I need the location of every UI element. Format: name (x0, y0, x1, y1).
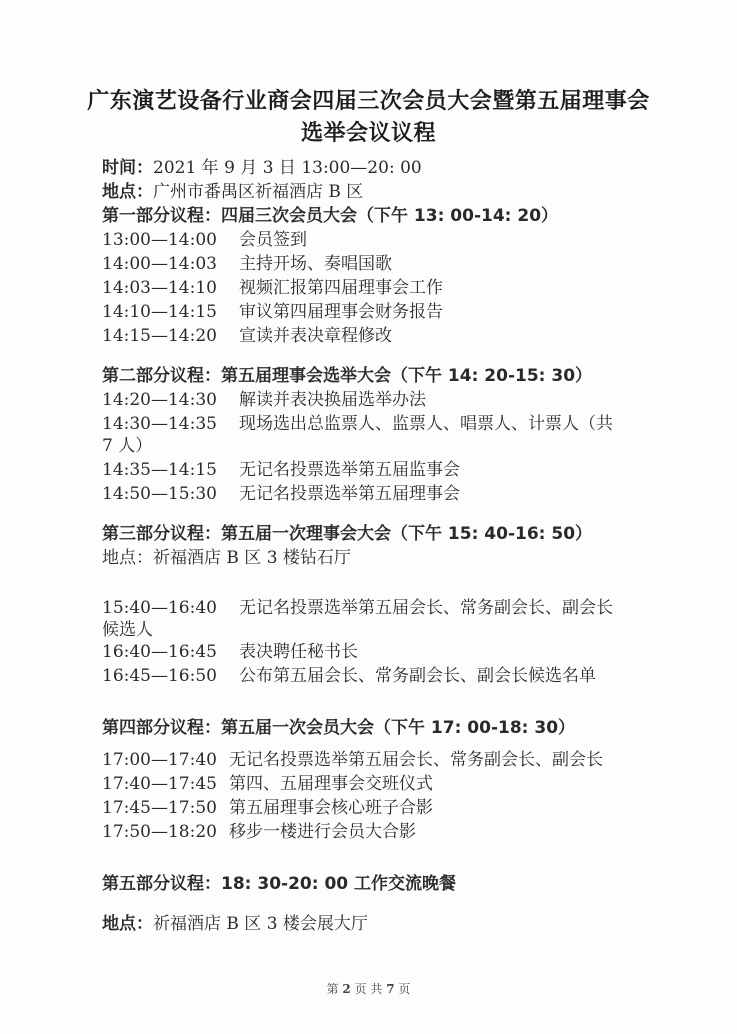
part1-heading: 第一部分议程：四届三次会员大会（下午 13: 00-14: 20） (102, 206, 559, 226)
agenda-text: 移步一楼进行会员大合影 (229, 822, 416, 842)
part2-heading: 第二部分议程：第五届理事会选举大会（下午 14: 20-15: 30） (102, 366, 593, 386)
agenda-text: 第五届理事会核心班子合影 (229, 798, 433, 818)
document-title-line2: 选举会议议程 (300, 121, 436, 146)
agenda-item (102, 641, 358, 663)
part5-heading: 第五部分议程：18: 30-20: 00 工作交流晚餐 (102, 874, 457, 894)
part3-place: 地点：祈福酒店 B 区 3 楼钻石厅 (102, 548, 351, 568)
agenda-time: 14:00—14:03 (102, 254, 217, 274)
place-value: 广州市番禺区祈福酒店 B 区 (153, 182, 364, 202)
agenda-text: 无记名投票选举第五届监事会 (239, 460, 460, 480)
agenda-time: 14:03—14:10 (102, 278, 217, 298)
agenda-item (102, 773, 433, 795)
agenda-time: 17:40—17:45 (102, 774, 217, 794)
agenda-item (102, 389, 426, 411)
agenda-time: 14:50—15:30 (102, 484, 217, 504)
agenda-time: 15:40—16:40 (102, 598, 217, 618)
agenda-time: 17:45—17:50 (102, 798, 217, 818)
agenda-time: 14:30—14:35 (102, 414, 217, 434)
agenda-time: 13:00—14:00 (102, 230, 217, 250)
agenda-item (102, 277, 443, 299)
agenda-item (102, 325, 392, 347)
agenda-time: 14:10—14:15 (102, 302, 217, 322)
agenda-text: 审议第四届理事会财务报告 (239, 302, 443, 322)
part3-heading: 第三部分议程：第五届一次理事会大会（下午 15: 40-16: 50） (102, 524, 593, 544)
agenda-text: 主持开场、奏唱国歌 (239, 254, 392, 274)
agenda-text: 表决聘任秘书长 (239, 642, 358, 662)
agenda-item-continuation: 候选人 (102, 620, 153, 640)
agenda-item (102, 459, 460, 481)
agenda-time: 14:20—14:30 (102, 390, 217, 410)
document-title-line1: 广东演艺设备行业商会四届三次会员大会暨第五届理事会 (87, 89, 650, 114)
footer-suffix: 页 (398, 982, 411, 996)
agenda-time: 16:45—16:50 (102, 666, 217, 686)
time-label: 时间： (102, 158, 153, 178)
footer-prefix: 第 (326, 982, 339, 996)
place-value: 祈福酒店 B 区 3 楼会展大厅 (153, 914, 368, 934)
agenda-item (102, 665, 596, 687)
agenda-text: 无记名投票选举第五届会长、常务副会长、副会长 (239, 598, 613, 618)
agenda-item (102, 597, 613, 619)
agenda-time: 17:50—18:20 (102, 822, 217, 842)
agenda-item (102, 821, 416, 843)
page-footer (0, 980, 737, 997)
footer-middle: 页 共 (354, 982, 383, 996)
agenda-item (102, 413, 613, 435)
total-pages: 7 (386, 982, 395, 996)
agenda-text: 无记名投票选举第五届会长、常务副会长、副会长 (229, 750, 603, 770)
page-number: 2 (342, 982, 351, 996)
agenda-item (102, 749, 603, 771)
meeting-place (102, 181, 363, 203)
agenda-text: 无记名投票选举第五届理事会 (239, 484, 460, 504)
agenda-item-continuation: 7 人） (102, 436, 153, 456)
agenda-text: 公布第五届会长、常务副会长、副会长候选名单 (239, 666, 596, 686)
agenda-time: 14:35—14:15 (102, 460, 217, 480)
agenda-time: 16:40—16:45 (102, 642, 217, 662)
agenda-item (102, 229, 307, 251)
agenda-item (102, 253, 392, 275)
agenda-text: 第四、五届理事会交班仪式 (229, 774, 433, 794)
place-label: 地点： (102, 182, 153, 202)
place-label: 地点： (102, 914, 153, 934)
agenda-item (102, 301, 443, 323)
agenda-time: 17:00—17:40 (102, 750, 217, 770)
agenda-time: 14:15—14:20 (102, 326, 217, 346)
agenda-text: 宣读并表决章程修改 (239, 326, 392, 346)
time-value: 2021 年 9 月 3 日 13:00—20: 00 (153, 158, 422, 178)
meeting-time (102, 157, 422, 179)
agenda-text: 解读并表决换届选举办法 (239, 390, 426, 410)
agenda-item (102, 797, 433, 819)
part5-place (102, 913, 368, 935)
agenda-text: 视频汇报第四届理事会工作 (239, 278, 443, 298)
part4-heading: 第四部分议程：第五届一次会员大会（下午 17: 00-18: 30） (102, 718, 576, 738)
agenda-item (102, 483, 460, 505)
agenda-text: 现场选出总监票人、监票人、唱票人、计票人（共 (239, 414, 613, 434)
agenda-text: 会员签到 (239, 230, 307, 250)
